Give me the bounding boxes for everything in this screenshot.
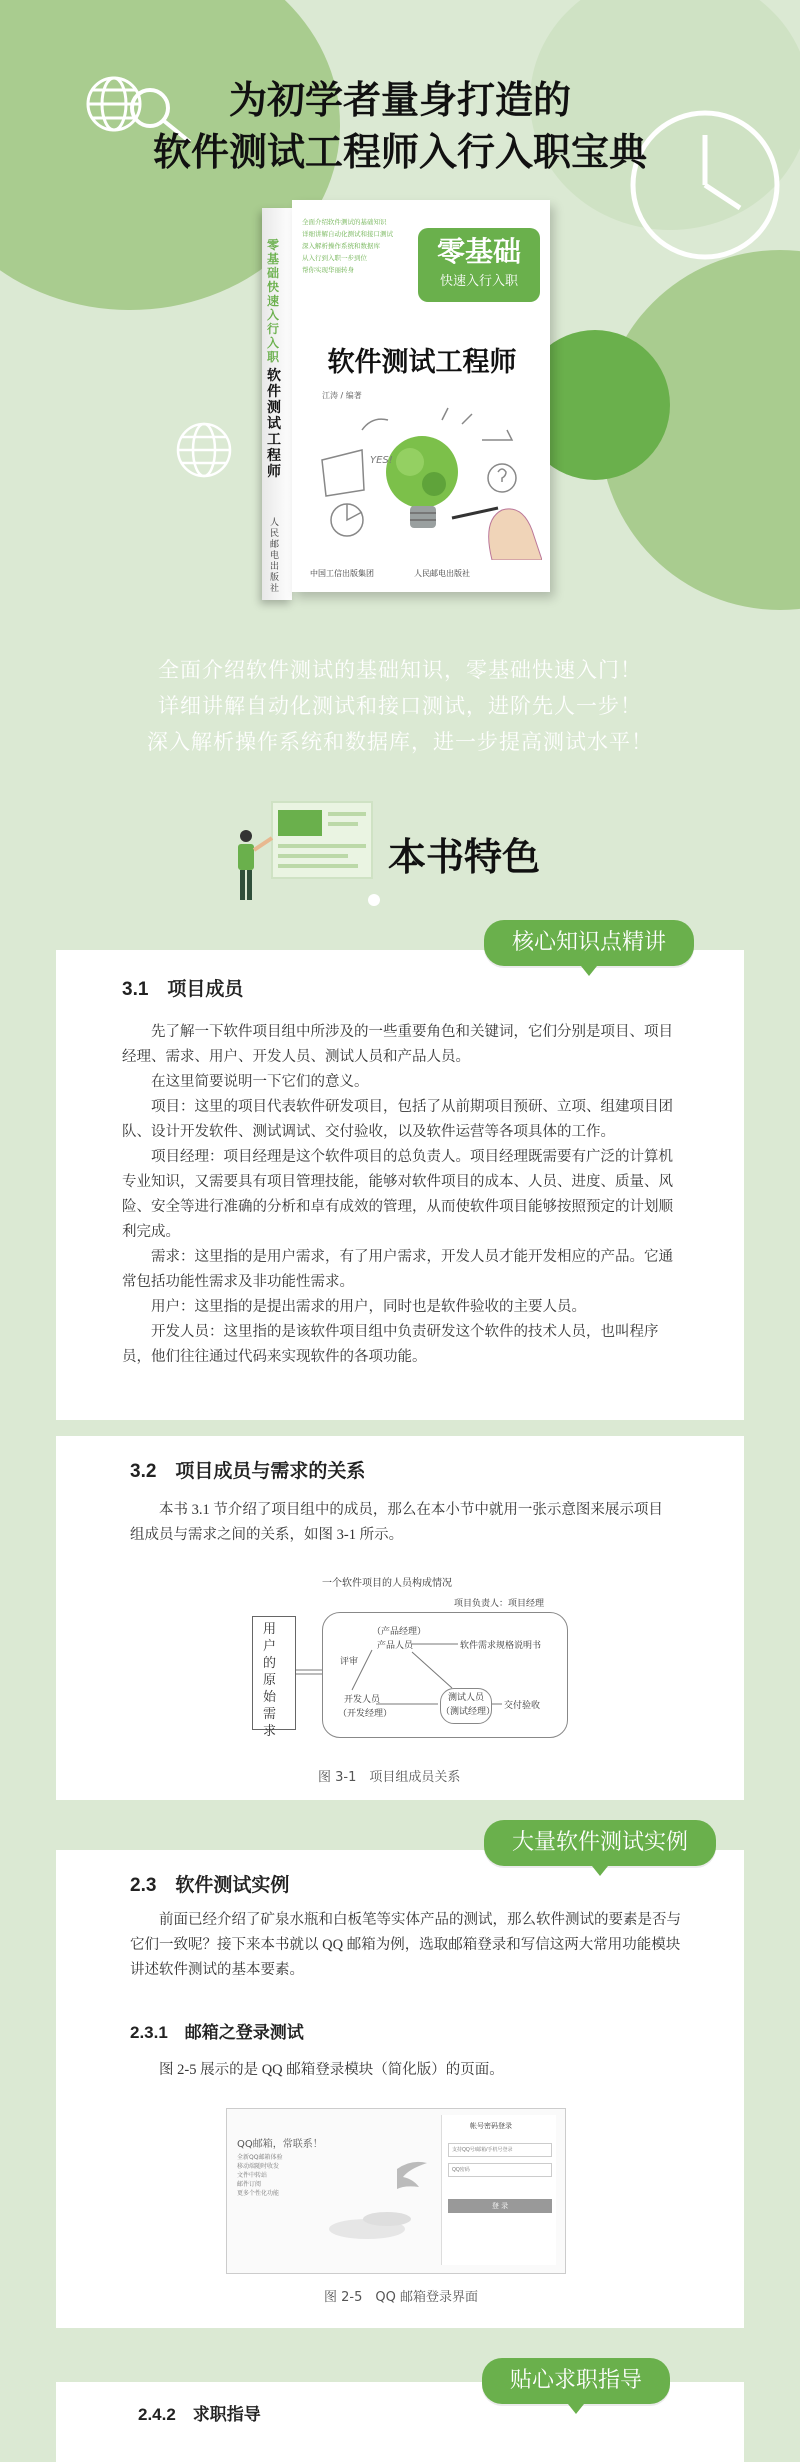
book-badge (418, 228, 540, 302)
section2-heading: 3.2 项目成员与需求的关系 (130, 1461, 366, 1482)
book-bullet: 全面介绍软件测试的基础知识 (302, 218, 387, 226)
section1-paragraph: 在这里简要说明一下它们的意义。 (151, 1074, 369, 1090)
section4-heading: 2.4.2 求职指导 (138, 2405, 261, 2424)
book-bullets (302, 216, 412, 276)
qq-features (237, 2153, 282, 2198)
book-yes: YES! (370, 455, 393, 466)
section2-caption: 图 3-1 项目组成员关系 (318, 1770, 461, 1785)
qq-feature: 邮件订阅 (237, 2181, 262, 2188)
hero-title-line1: 为初学者量身打造的 (228, 78, 571, 122)
diagram-tester-label2: （测试经理） (441, 1707, 496, 1717)
qq-login-panel (441, 2115, 556, 2265)
diagram-user-box: 用户的原始需求 (252, 1616, 296, 1730)
diagram-arrows (252, 1574, 652, 1764)
diagram-product: （产品经理） (372, 1627, 427, 1637)
section1-pill: 核心知识点精讲 (484, 920, 694, 966)
intro-line-2: 详细讲解自动化测试和接口测试，进阶先人一步！ (158, 694, 642, 718)
section-card-1 (56, 950, 744, 1420)
intro-line-3: 深入解析操作系统和数据库，进一步提高测试水平！ (147, 730, 653, 754)
diagram-dev2: （开发经理） (338, 1709, 393, 1719)
qq-login-title: 帐号密码登录 (470, 2122, 512, 2130)
diagram-product2: 产品人员 (377, 1641, 414, 1651)
diagram-tester-label: 测试人员 (447, 1693, 484, 1703)
book-title: 软件测试工程师 (327, 347, 517, 378)
section1-heading: 3.1 项目成员 (122, 979, 244, 1000)
qq-password-input[interactable] (448, 2163, 552, 2177)
features-title: 本书特色 (388, 835, 541, 879)
globe-small-icon (172, 418, 236, 482)
book-bullet: 从入行到入职一步到位 (302, 254, 367, 262)
section3-caption: 图 2-5 QQ 邮箱登录界面 (324, 2290, 478, 2305)
section1-paragraph: 需求：这里指的是用户需求，有了用户需求，开发人员才能开发相应的产品。它通常包括功能性需求及非功能性需求。 (122, 1249, 673, 1290)
diagram-manager: 项目负责人：项目经理 (454, 1599, 545, 1609)
lightbulb-illustration (302, 400, 542, 560)
book-spine-subtitle: 软件测试工程师 (267, 368, 281, 480)
bird-illustration (327, 2139, 447, 2249)
book-front (292, 200, 550, 592)
intro-line-1: 全面介绍软件测试的基础知识，零基础快速入门！ (158, 658, 642, 682)
section3-paragraph: 前面已经介绍了矿泉水瓶和白板笔等实体产品的测试，那么软件测试的要素是否与它们一致呢？接下来本书就以 QQ 邮箱为例，选取邮箱登录和写信这两大常用功能模块讲述软件测试的基本要素。 (130, 1912, 681, 1978)
section1-paragraph: 项目：这里的项目代表软件研发项目，包括了从前期项目预研、立项、组建项目团队、设计开发软件、测试调试、交付验收，以及软件运营等各项具体的工作。 (122, 1099, 673, 1140)
qq-feature: 移动端随时收发 (237, 2163, 280, 2170)
qq-account-input[interactable] (448, 2143, 552, 2157)
diagram-spec: 软件需求规格说明书 (460, 1641, 542, 1651)
section-card-2 (56, 1436, 744, 1800)
qq-feature: 全新QQ邮箱体验 (237, 2154, 283, 2161)
book-bullet: 深入解析操作系统和数据库 (302, 242, 380, 250)
book-author: 江涛 / 编著 (322, 391, 362, 400)
section3-heading: 2.3 软件测试实例 (130, 1875, 290, 1896)
hero-title-line2: 软件测试工程师入行入职宝典 (152, 130, 647, 174)
section3-subheading: 2.3.1 邮箱之登录测试 (130, 2023, 304, 2042)
org-diagram (252, 1574, 652, 1764)
diagram-delivery: 交付验收 (504, 1701, 541, 1711)
section3-sub-body (130, 2058, 684, 2083)
presentation-icon (232, 800, 382, 910)
section1-paragraph: 先了解一下软件项目组中所涉及的一些重要角色和关键词，它们分别是项目、项目经理、需求、用户、开发人员、测试人员和产品人员。 (122, 1024, 673, 1065)
section1-paragraph: 开发人员：这里指的是该软件项目组中负责研发这个软件的技术人员，也叫程序员，他们往往通过代码来实现软件的各项功能。 (122, 1324, 659, 1365)
section3-body (130, 1908, 684, 1983)
book-bullet: 详细讲解自动化测试和接口测试 (302, 230, 393, 238)
section1-paragraph: 用户：这里指的是提出需求的用户，同时也是软件验收的主要人员。 (151, 1299, 586, 1315)
book-publisher1: 中国工信出版集团 (310, 569, 374, 578)
diagram-title: 一个软件项目的人员构成情况 (322, 1578, 452, 1589)
section1-paragraph: 项目经理：项目经理是这个软件项目的总负责人。项目经理既需要有广泛的计算机专业知识，又需要具有项目管理技能，能够对软件项目的成本、人员、进度、质量、风险、安全等进行准确的分析和卓有成效的管理，从而使软件项目能够按照预定的计划顺利完成。 (122, 1149, 673, 1240)
section1-body (122, 1020, 682, 1370)
section3-sub-paragraph: 图 2-5 展示的是 QQ 邮箱登录模块（简化版）的页面。 (159, 2062, 504, 2078)
qq-welcome: QQ邮箱，常联系！ (237, 2139, 323, 2150)
book-badge-line1: 零基础 (436, 235, 521, 268)
clock-icon (620, 100, 790, 270)
book-spine-publisher: 人民邮电出版社 (270, 518, 280, 594)
qq-feature: 文件中转站 (237, 2172, 268, 2179)
section2-body (130, 1498, 676, 1548)
book-publisher2: 人民邮电出版社 (414, 569, 470, 578)
section3-pill: 大量软件测试实例 (484, 1820, 716, 1866)
diagram-review: 评审 (340, 1657, 359, 1667)
book-spine (262, 208, 292, 600)
book-cover (262, 200, 562, 600)
section2-paragraph: 本书 3.1 节介绍了项目组中的成员，那么在本小节中就用一张示意图来展示项目组成员与需求之间的关系，如图 3-1 所示。 (130, 1502, 663, 1543)
qq-login-button[interactable]: 登 录 (448, 2199, 552, 2213)
book-badge-line2: 快速入行入职 (439, 274, 518, 289)
qq-login-mock (226, 2108, 566, 2274)
section-card-3 (56, 1850, 744, 2328)
book-spine-title: 零基础快速入行入职 (267, 238, 280, 364)
diagram-dev: 开发人员 (344, 1695, 381, 1705)
qq-feature: 更多个性化功能 (237, 2190, 280, 2197)
section4-pill: 贴心求职指导 (482, 2358, 670, 2404)
book-bullet: 帮你实现华丽转身 (302, 266, 354, 274)
